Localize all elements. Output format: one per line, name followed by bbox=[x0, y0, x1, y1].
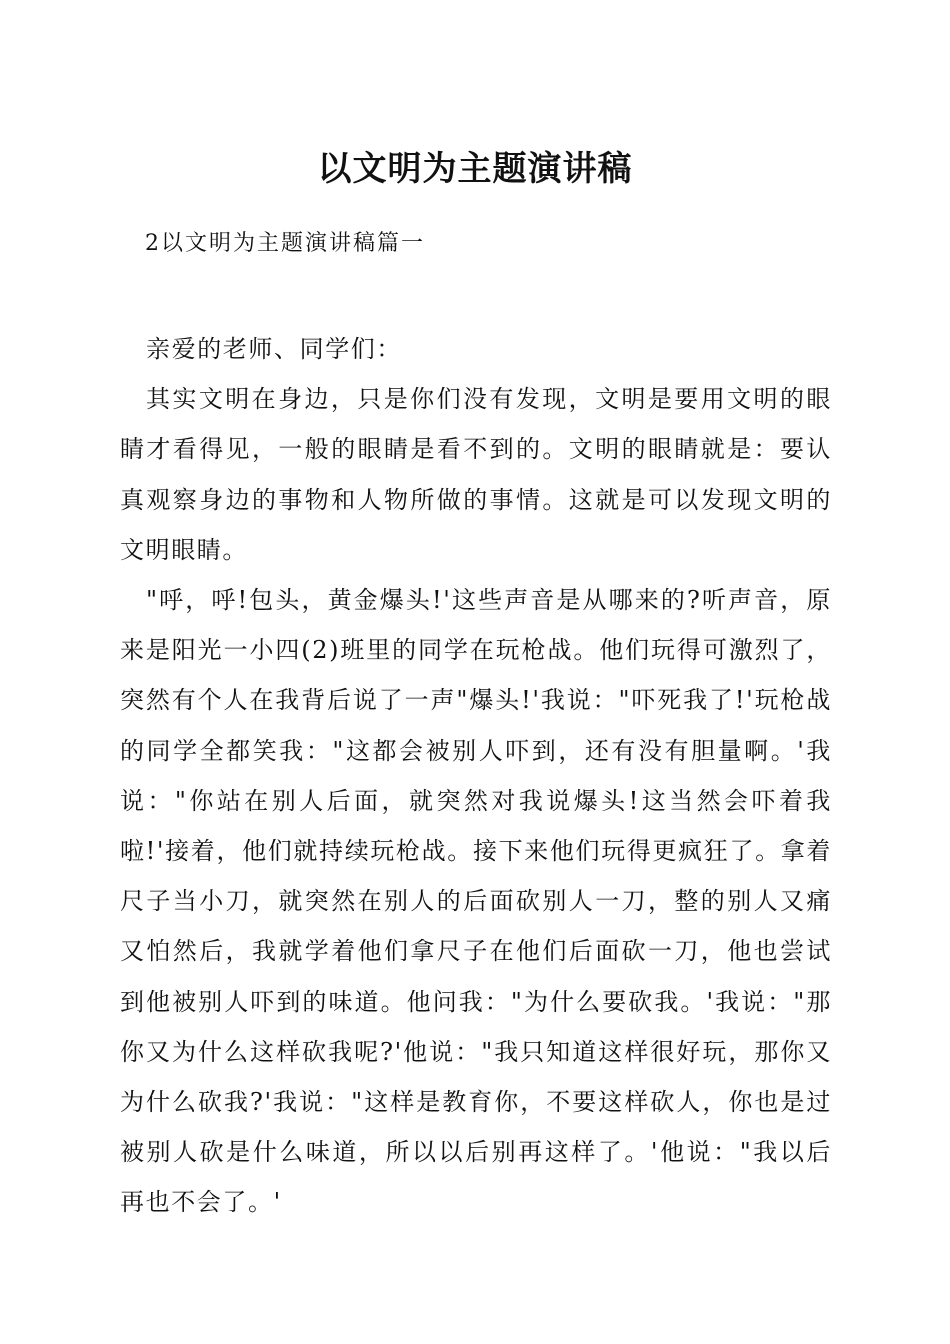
body-paragraph: 其实文明在身边，只是你们没有发现，文明是要用文明的眼睛才看得见，一般的眼睛是看不到的。文明的眼睛就是：要认真观察身边的事物和人物所做的事情。这就是可以发现文明的文明眼睛。 bbox=[120, 385, 832, 564]
body-paragraph: "呼，呼!包头，黄金爆头!'这些声音是从哪来的?听声音，原来是阳光一小四(2)班里的同学在玩枪战。他们玩得可激烈了，突然有个人在我背后说了一声"爆头!'我说："吓死我了!'玩枪战的同学全都笑我："这都会被别人吓到，还有没有胆量啊。'我说："你站在别人后面，就突然对我说爆头!这当然会吓着我啦!'接着，他们就持续玩枪战。接下来他们玩得更疯狂了。拿着尺子当小刀，就突然在别人的后面砍别人一刀，整的别人又痛又怕然后，我就学着他们拿尺子在他们后面砍一刀，他也尝试到他被别人吓到的味道。他问我："为什么要砍我。'我说："那你又为什么这样砍我呢?'他说："我只知道这样很好玩，那你又为什么砍我?'我说："这样是教育你，不要这样砍人，你也是过被别人砍是什么味道，所以以后别再这样了。'他说："我以后再也不会了。' bbox=[120, 586, 832, 1217]
document-subtitle: 2以文明为主题演讲稿篇一 bbox=[145, 231, 425, 256]
document-title: 以文明为主题演讲稿 bbox=[317, 149, 633, 189]
document-body bbox=[120, 324, 832, 1228]
salutation-paragraph: 亲爱的老师、同学们： bbox=[146, 335, 402, 363]
